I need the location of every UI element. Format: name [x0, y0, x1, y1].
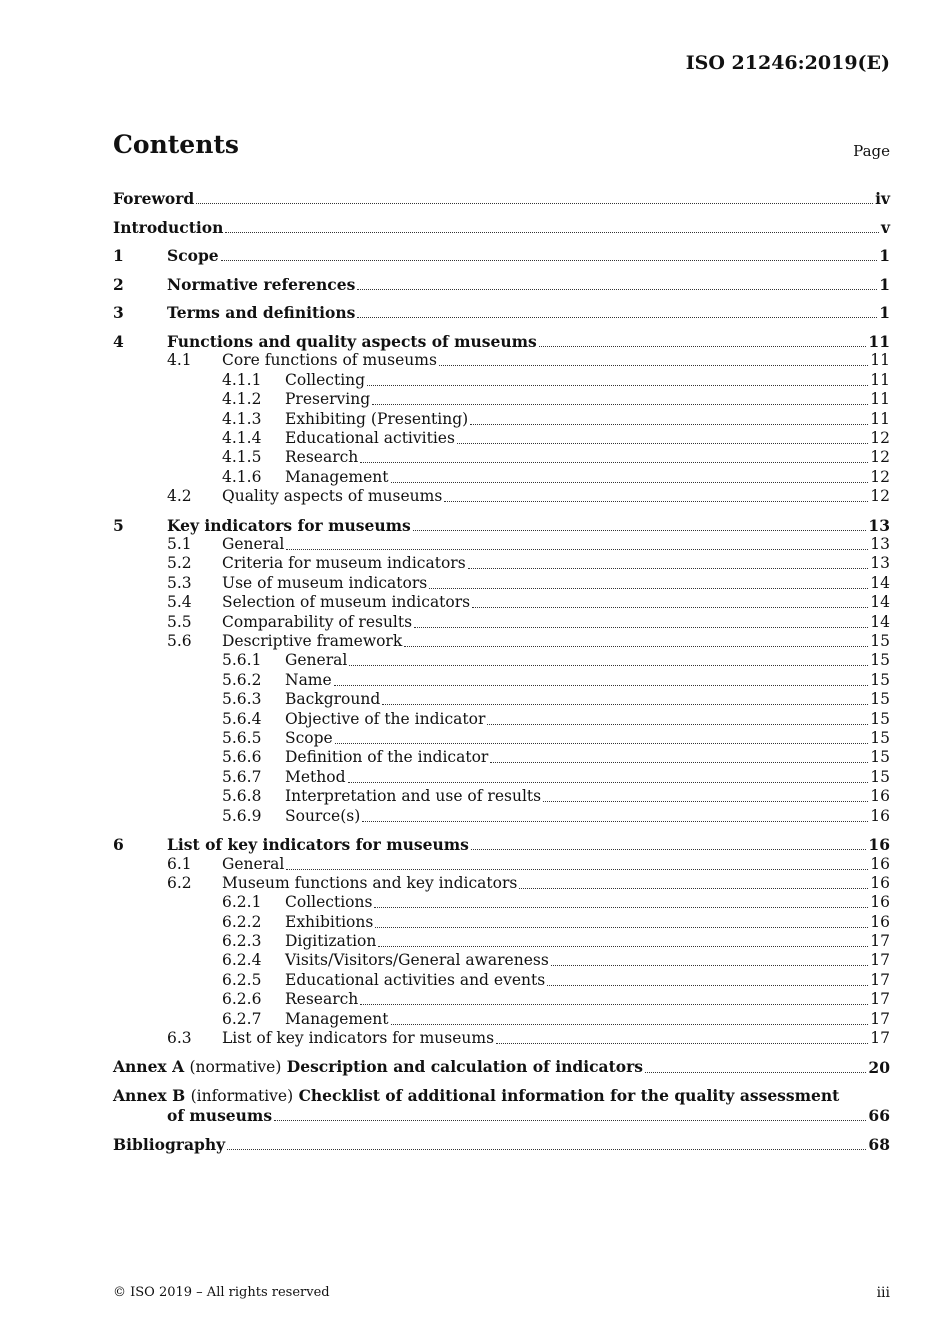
toc-entry-page: 15 [870, 767, 890, 786]
dot-leader [357, 317, 877, 318]
toc-entry-title: Visits/Visitors/General awareness [285, 951, 549, 970]
toc-entry-annex-b-continued[interactable] [113, 1105, 890, 1125]
toc-entry-title: Terms and definitions [167, 303, 356, 323]
toc-entry-page: 15 [870, 632, 890, 651]
toc-entry-page: 16 [868, 835, 890, 855]
toc-entry-page: iv [875, 189, 890, 208]
toc-entry-page: 17 [870, 951, 890, 970]
toc-entry[interactable] [113, 632, 890, 651]
toc-entry-title: Educational activities and events [285, 970, 546, 989]
dot-leader [334, 685, 869, 686]
toc-entry-number: 6.3 [167, 1029, 192, 1048]
toc-entry-page: 12 [870, 467, 890, 486]
toc-entry-page: 13 [870, 535, 890, 554]
toc-entry[interactable] [113, 651, 890, 670]
toc-entry-page: 11 [870, 409, 890, 428]
toc-entry-page: 12 [870, 448, 890, 467]
toc-entry[interactable] [113, 729, 890, 748]
dot-leader [348, 782, 869, 783]
copyright-footer: © ISO 2019 – All rights reserved [113, 1285, 330, 1300]
toc-entry-title: List of key indicators for museums [222, 1029, 495, 1048]
bibliography-page: 68 [868, 1134, 890, 1154]
toc-entry-page: 1 [879, 274, 890, 294]
table-of-contents [113, 184, 890, 1154]
toc-entry-number: 5.4 [167, 593, 192, 612]
dot-leader [496, 1043, 868, 1044]
dot-leader [362, 821, 868, 822]
annex-a-title: Description and calculation of indicators [286, 1056, 643, 1076]
toc-entry-page: 16 [870, 854, 890, 873]
toc-entry-title: Functions and quality aspects of museums [167, 331, 537, 351]
toc-entry-title: Interpretation and use of results [285, 787, 542, 806]
toc-entry[interactable] [113, 390, 890, 409]
toc-entry-number: 5 [113, 515, 124, 535]
toc-entry-number: 5.6.2 [222, 670, 262, 689]
toc-entry-number: 5.6.8 [222, 787, 262, 806]
toc-entry-title: Museum functions and key indicators [222, 873, 518, 892]
toc-entry-number: 5.5 [167, 612, 192, 631]
dot-leader [471, 849, 867, 850]
toc-entry[interactable] [113, 322, 890, 351]
toc-entry[interactable] [113, 487, 890, 506]
toc-entry[interactable] [113, 690, 890, 709]
annex-b-page: 66 [868, 1106, 890, 1126]
dot-leader [274, 1120, 866, 1121]
dot-leader [335, 743, 869, 744]
toc-entry-title: Introduction [113, 217, 224, 237]
toc-entry[interactable] [113, 826, 890, 855]
toc-entry-annex-b[interactable] [113, 1086, 890, 1105]
toc-entry[interactable] [113, 573, 890, 592]
dot-leader [391, 482, 869, 483]
toc-entry-page: 14 [870, 593, 890, 612]
toc-entry[interactable] [113, 854, 890, 873]
toc-entry-number: 5.6.9 [222, 806, 262, 825]
page-column-label: Page [853, 142, 890, 160]
toc-entry-number: 5.6.6 [222, 748, 262, 767]
toc-entry[interactable] [113, 351, 890, 370]
toc-entry-number: 1 [113, 246, 124, 266]
toc-entry-number: 5.6.5 [222, 728, 262, 747]
dot-leader [221, 260, 878, 261]
toc-entry-title: Scope [285, 728, 333, 747]
toc-entry-title: Collecting [285, 370, 366, 389]
toc-entry-page: 14 [870, 573, 890, 592]
toc-entry-title: Quality aspects of museums [222, 487, 443, 506]
toc-entry-number: 5.3 [167, 573, 192, 592]
toc-entry-page: 12 [870, 487, 890, 506]
page-title: Contents [113, 130, 240, 159]
dot-leader [645, 1072, 866, 1073]
toc-entry-number: 6.2.4 [222, 951, 262, 970]
dot-leader [444, 501, 868, 502]
toc-entry-title: Method [285, 767, 346, 786]
dot-leader [413, 530, 867, 531]
annex-b-type: (informative) [190, 1086, 294, 1105]
toc-entry-page: 14 [870, 612, 890, 631]
toc-entry[interactable] [113, 448, 890, 467]
toc-entry-page: 17 [870, 1029, 890, 1048]
toc-entry-page: 11 [868, 331, 890, 351]
dot-leader [487, 724, 868, 725]
toc-entry[interactable] [113, 506, 890, 535]
toc-entry-number: 5.1 [167, 535, 192, 554]
dot-leader [519, 888, 868, 889]
toc-entry-title: Key indicators for museums [167, 515, 411, 535]
toc-entry-page: 17 [870, 990, 890, 1009]
toc-entry-number: 4.2 [167, 487, 192, 506]
toc-entry-number: 4.1.3 [222, 409, 262, 428]
toc-entry-page: 17 [870, 1009, 890, 1028]
dot-leader [468, 568, 869, 569]
toc-entry-number: 2 [113, 274, 124, 294]
annex-b-label: Annex B [113, 1085, 186, 1105]
toc-entry[interactable] [113, 612, 890, 631]
toc-entry-page: 1 [879, 246, 890, 266]
toc-entry[interactable] [113, 237, 890, 266]
toc-entry-title: Digitization [285, 932, 377, 951]
dot-leader [374, 907, 868, 908]
toc-entry[interactable] [113, 593, 890, 612]
toc-entry-bibliography[interactable] [113, 1125, 890, 1154]
dot-leader [391, 1024, 869, 1025]
toc-entry-page: 13 [868, 515, 890, 535]
toc-entry[interactable] [113, 535, 890, 554]
toc-entry-number: 5.2 [167, 554, 192, 573]
toc-entry-title: Educational activities [285, 428, 455, 447]
dot-leader [472, 607, 868, 608]
toc-entry-title: Collections [285, 893, 373, 912]
toc-entry-title: Exhibiting (Presenting) [285, 409, 469, 428]
toc-entry-title: General [222, 535, 285, 554]
toc-entry[interactable] [113, 990, 890, 1009]
dot-leader [551, 965, 868, 966]
toc-entry-title: Criteria for museum indicators [222, 554, 466, 573]
toc-entry-page: 15 [870, 690, 890, 709]
toc-entry-title: Descriptive framework [222, 632, 403, 651]
toc-entry-number: 4 [113, 331, 124, 351]
dot-leader [543, 801, 868, 802]
toc-entry-number: 6.2 [167, 873, 192, 892]
toc-entry-title: General [222, 854, 285, 873]
toc-entry-title: Name [285, 670, 332, 689]
dot-leader [349, 665, 868, 666]
toc-entry-title: Research [285, 990, 359, 1009]
toc-entry-number: 4.1 [167, 351, 192, 370]
toc-entry-title: Normative references [167, 274, 356, 294]
toc-entry-page: 15 [870, 709, 890, 728]
toc-entry[interactable] [113, 709, 890, 728]
toc-entry-title: Core functions of museums [222, 351, 437, 370]
toc-entry-number: 4.1.1 [222, 370, 262, 389]
toc-entry-page: 15 [870, 670, 890, 689]
toc-entry-page: 16 [870, 912, 890, 931]
dot-leader [378, 946, 868, 947]
toc-entry[interactable] [113, 767, 890, 786]
toc-entry-title: Comparability of results [222, 612, 413, 631]
dot-leader [372, 404, 868, 405]
dot-leader [404, 646, 868, 647]
toc-entry-title: Management [285, 467, 389, 486]
toc-entry-title: General [285, 651, 348, 670]
bibliography-title: Bibliography [113, 1134, 226, 1154]
toc-entry-number: 4.1.4 [222, 428, 262, 447]
toc-entry-number: 6.2.5 [222, 970, 262, 989]
toc-entry-page: 11 [870, 370, 890, 389]
toc-entry[interactable] [113, 184, 890, 208]
toc-entry-number: 6.2.2 [222, 912, 262, 931]
toc-entry-number: 5.6 [167, 632, 192, 651]
toc-entry[interactable] [113, 787, 890, 806]
toc-entry-title: Foreword [113, 189, 195, 208]
annex-a-type: (normative) [189, 1057, 282, 1076]
toc-entry-number: 6.2.1 [222, 893, 262, 912]
dot-leader [414, 627, 868, 628]
toc-entry-title: List of key indicators for museums [167, 835, 469, 855]
toc-entry-number: 6.1 [167, 854, 192, 873]
toc-entry[interactable] [113, 294, 890, 323]
dot-leader [539, 346, 867, 347]
dot-leader [360, 462, 868, 463]
toc-entry-number: 6.2.3 [222, 932, 262, 951]
dot-leader [196, 203, 873, 204]
toc-entry-number: 3 [113, 303, 124, 323]
toc-entry[interactable] [113, 1029, 890, 1048]
toc-entry-page: 15 [870, 651, 890, 670]
toc-entry-number: 5.6.3 [222, 690, 262, 709]
dot-leader [367, 385, 868, 386]
toc-entry-title: Preserving [285, 390, 371, 409]
dot-leader [547, 985, 868, 986]
toc-entry[interactable] [113, 806, 890, 825]
toc-entry[interactable] [113, 748, 890, 767]
dot-leader [375, 927, 868, 928]
toc-entry-page: 16 [870, 787, 890, 806]
toc-entry-page: 17 [870, 932, 890, 951]
annex-a-label: Annex A [113, 1056, 185, 1076]
toc-entry-number: 5.6.7 [222, 767, 262, 786]
toc-entry-title: Exhibitions [285, 912, 374, 931]
toc-entry[interactable] [113, 932, 890, 951]
dot-leader [429, 588, 868, 589]
toc-entry[interactable] [113, 1009, 890, 1028]
toc-entry-title: Source(s) [285, 806, 361, 825]
toc-entry[interactable] [113, 409, 890, 428]
annex-a-page: 20 [868, 1057, 890, 1077]
toc-entry[interactable] [113, 893, 890, 912]
toc-entry-title: Definition of the indicator [285, 748, 489, 767]
toc-entry-number: 5.6.4 [222, 709, 262, 728]
toc-entry-page: 11 [870, 390, 890, 409]
dot-leader [227, 1149, 866, 1150]
dot-leader [457, 443, 868, 444]
toc-entry-number: 6.2.7 [222, 1009, 262, 1028]
toc-entry-page: 1 [879, 303, 890, 323]
annex-b-title-line2: of museums [167, 1106, 273, 1126]
dot-leader [286, 549, 868, 550]
toc-entry-title: Scope [167, 246, 219, 266]
toc-entry-title: Research [285, 448, 359, 467]
toc-entry[interactable] [113, 265, 890, 294]
toc-entry-title: Background [285, 690, 381, 709]
toc-entry-number: 4.1.2 [222, 390, 262, 409]
toc-entry[interactable] [113, 970, 890, 989]
toc-entry-number: 6 [113, 835, 124, 855]
dot-leader [382, 704, 868, 705]
toc-entry[interactable] [113, 467, 890, 486]
toc-entry-page: 15 [870, 748, 890, 767]
toc-entry-page: 11 [870, 351, 890, 370]
toc-entry-title: Objective of the indicator [285, 709, 486, 728]
toc-entry-page: 16 [870, 806, 890, 825]
toc-entry[interactable] [113, 874, 890, 893]
toc-entry[interactable] [113, 370, 890, 389]
toc-entry[interactable] [113, 554, 890, 573]
annex-b-title-line1: Checklist of additional information for the quality assessment [298, 1085, 840, 1105]
toc-entry-page: v [880, 217, 890, 237]
page-number-footer: iii [876, 1285, 890, 1301]
toc-entry-page: 16 [870, 893, 890, 912]
toc-entry[interactable] [113, 429, 890, 448]
toc-entry-number: 4.1.5 [222, 448, 262, 467]
toc-entry-page: 15 [870, 728, 890, 747]
dot-leader [439, 365, 868, 366]
toc-entry-number: 4.1.6 [222, 467, 262, 486]
toc-entry-title: Use of museum indicators [222, 573, 428, 592]
toc-entry-annex-a[interactable] [113, 1048, 890, 1077]
toc-entry[interactable] [113, 912, 890, 931]
toc-entry-title: Management [285, 1009, 389, 1028]
toc-entry-number: 6.2.6 [222, 990, 262, 1009]
toc-entry-number: 5.6.1 [222, 651, 262, 670]
toc-entry-page: 12 [870, 428, 890, 447]
document-id-header: ISO 21246:2019(E) [685, 52, 890, 74]
toc-entry-page: 17 [870, 970, 890, 989]
toc-entry[interactable] [113, 208, 890, 237]
toc-entry-page: 13 [870, 554, 890, 573]
dot-leader [490, 762, 868, 763]
dot-leader [286, 869, 868, 870]
dot-leader [357, 289, 877, 290]
toc-entry[interactable] [113, 670, 890, 689]
dot-leader [225, 232, 879, 233]
toc-entry[interactable] [113, 951, 890, 970]
toc-entry-page: 16 [870, 873, 890, 892]
dot-leader [360, 1004, 868, 1005]
dot-leader [470, 424, 868, 425]
toc-entry-title: Selection of museum indicators [222, 593, 471, 612]
